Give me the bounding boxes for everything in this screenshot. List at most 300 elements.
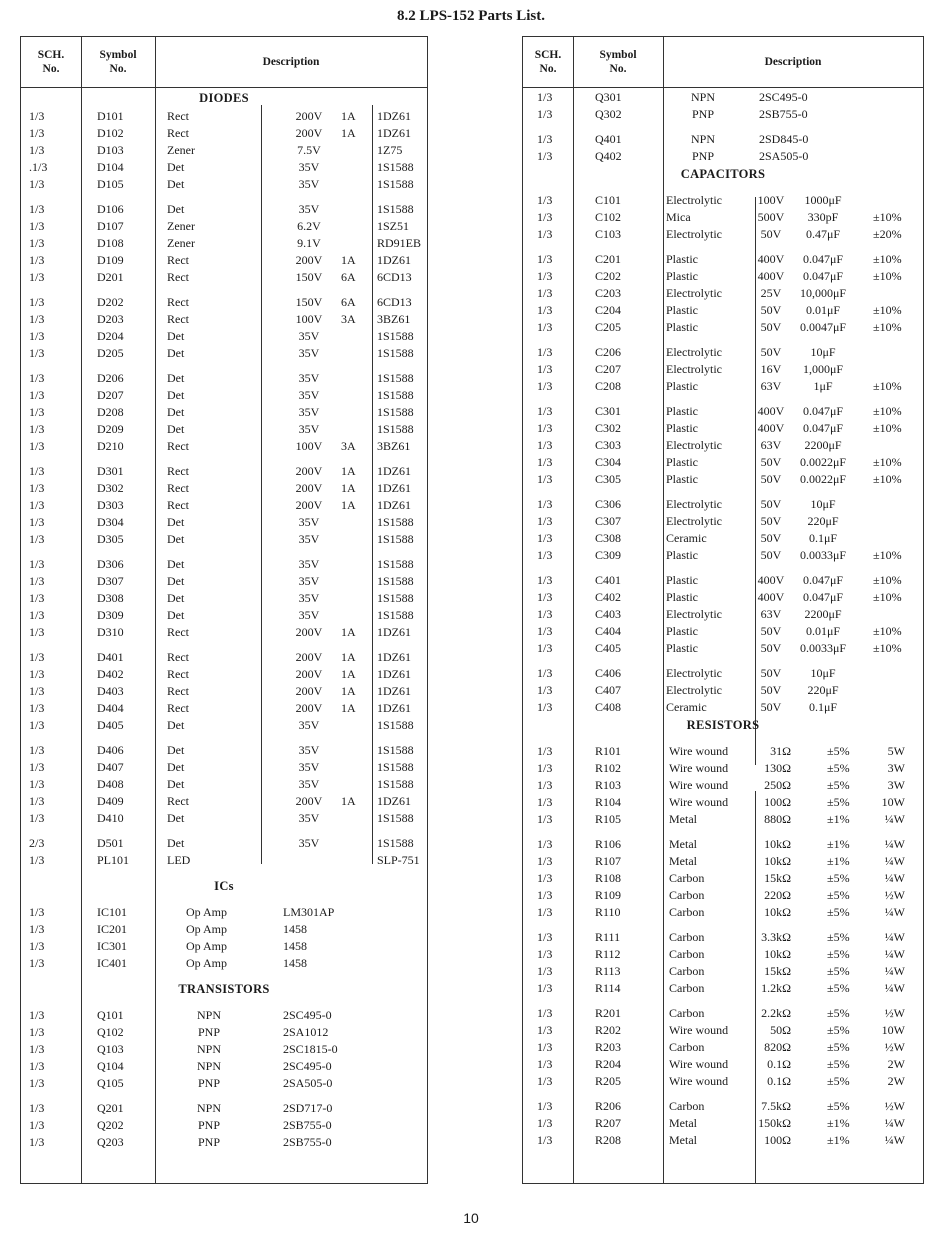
table-row <box>523 226 923 243</box>
cell-symbol-no: D203 <box>97 312 124 326</box>
cell-symbol-no: R102 <box>595 761 622 775</box>
table-row <box>21 125 427 142</box>
cell-sch-no: 1/3 <box>29 253 45 267</box>
cell-part-number: 1DZ61 <box>377 701 411 715</box>
cell-symbol-no: D303 <box>97 498 124 512</box>
cell-part-type: Op Amp <box>186 905 228 919</box>
cell-part-type: Metal <box>669 1133 697 1147</box>
cell-voltage: 200V <box>295 498 323 512</box>
table-row <box>523 89 923 106</box>
cell-voltage: 50V <box>760 303 782 317</box>
cell-voltage: 200V <box>295 126 323 140</box>
cell-part-number: 1Z75 <box>377 143 403 157</box>
cell-part-type: Rect <box>167 253 189 267</box>
cell-wattage: ¼W <box>884 947 905 961</box>
cell-symbol-no: R104 <box>595 795 622 809</box>
cell-tolerance: ±1% <box>827 1133 850 1147</box>
cell-tolerance: ±5% <box>827 1040 850 1054</box>
cell-part-type: Det <box>167 371 185 385</box>
cell-sch-no: 1/3 <box>29 1059 45 1073</box>
cell-sch-no: 1/3 <box>29 270 45 284</box>
cell-tolerance: ±5% <box>827 778 850 792</box>
cell-symbol-no: D207 <box>97 388 124 402</box>
cell-sch-no: 1/3 <box>29 922 45 936</box>
table-row <box>523 572 923 589</box>
cell-symbol-no: R109 <box>595 888 622 902</box>
cell-symbol-no: Q203 <box>97 1135 124 1149</box>
table-row <box>523 361 923 378</box>
cell-part-type: Rect <box>167 684 189 698</box>
cell-voltage: 35V <box>298 836 320 850</box>
cell-sch-no: 1/3 <box>537 514 553 528</box>
cell-voltage: 200V <box>295 701 323 715</box>
cell-voltage: 50V <box>760 531 782 545</box>
cell-symbol-no: R207 <box>595 1116 622 1130</box>
cell-wattage: ½W <box>884 1099 905 1113</box>
table-row <box>21 556 427 573</box>
cell-part-number: 2SB755-0 <box>759 107 808 121</box>
cell-sch-no: 1/3 <box>29 625 45 639</box>
cell-part-number: 1S1588 <box>377 811 414 825</box>
cell-part-type: Rect <box>167 109 189 123</box>
cell-part-type: Det <box>167 743 185 757</box>
cell-symbol-no: D401 <box>97 650 124 664</box>
cell-part-type: Rect <box>167 498 189 512</box>
cell-voltage: 100V <box>757 193 785 207</box>
cell-resistance: 0.1Ω <box>767 1057 791 1071</box>
cell-sch-no: 1/3 <box>537 421 553 435</box>
cell-current: 1A <box>341 253 356 267</box>
cell-symbol-no: D409 <box>97 794 124 808</box>
cell-part-type: Electrolytic <box>666 362 722 376</box>
cell-sch-no: 1/3 <box>537 269 553 283</box>
table-row <box>523 665 923 682</box>
cell-capacitance: 0.047μF <box>802 252 844 266</box>
cell-symbol-no: C303 <box>595 438 622 452</box>
cell-tolerance: ±10% <box>873 455 902 469</box>
cell-wattage: ¼W <box>884 930 905 944</box>
cell-part-type: Electrolytic <box>666 286 722 300</box>
cell-sch-no: 1/3 <box>537 303 553 317</box>
cell-symbol-no: C201 <box>595 252 622 266</box>
table-row <box>21 201 427 218</box>
cell-part-number: 1S1588 <box>377 346 414 360</box>
cell-current: 6A <box>341 295 356 309</box>
cell-resistance: 220Ω <box>764 888 791 902</box>
cell-sch-no: 1/3 <box>29 701 45 715</box>
cell-sch-no: 1/3 <box>29 794 45 808</box>
cell-part-type: Op Amp <box>186 939 228 953</box>
cell-voltage: 200V <box>295 667 323 681</box>
cell-sch-no: 1/3 <box>29 1025 45 1039</box>
table-row <box>21 1024 427 1041</box>
cell-symbol-no: D404 <box>97 701 124 715</box>
cell-voltage: 200V <box>295 464 323 478</box>
cell-part-number: 1DZ61 <box>377 667 411 681</box>
cell-tolerance: ±5% <box>827 761 850 775</box>
table-row <box>523 148 923 165</box>
cell-voltage: 150V <box>295 270 323 284</box>
cell-tolerance: ±20% <box>873 227 902 241</box>
cell-part-type: Electrolytic <box>666 683 722 697</box>
cell-part-type: NPN <box>196 1042 222 1056</box>
cell-part-number: 2SC1815-0 <box>283 1042 338 1056</box>
cell-symbol-no: D302 <box>97 481 124 495</box>
cell-part-type: Det <box>167 329 185 343</box>
cell-part-number: 6CD13 <box>377 270 412 284</box>
header-sch-no: SCH. No. <box>37 49 65 75</box>
cell-part-type: Det <box>167 836 185 850</box>
table-row <box>21 776 427 793</box>
cell-symbol-no: C203 <box>595 286 622 300</box>
cell-sch-no: 1/3 <box>537 286 553 300</box>
table-row <box>523 1132 923 1149</box>
cell-sch-no: 1/3 <box>537 1074 553 1088</box>
cell-part-type: Wire wound <box>669 761 729 775</box>
cell-symbol-no: C207 <box>595 362 622 376</box>
cell-part-number: LM301AP <box>283 905 335 919</box>
header-symbol-no: Symbol No. <box>99 49 137 75</box>
cell-part-type: Electrolytic <box>666 666 722 680</box>
cell-voltage: 200V <box>295 794 323 808</box>
table-row <box>523 437 923 454</box>
cell-part-type: Plastic <box>666 548 698 562</box>
parts-table-right <box>522 36 924 1184</box>
cell-symbol-no: C101 <box>595 193 622 207</box>
cell-wattage: 2W <box>887 1057 905 1071</box>
cell-part-number: 3BZ61 <box>377 439 411 453</box>
cell-tolerance: ±5% <box>827 947 850 961</box>
cell-sch-no: 1/3 <box>29 109 45 123</box>
cell-wattage: ¼W <box>884 1116 905 1130</box>
cell-part-type: Carbon <box>669 930 705 944</box>
cell-part-type: Electrolytic <box>666 345 722 359</box>
cell-capacitance: 2200μF <box>804 438 842 452</box>
cell-voltage: 7.5V <box>297 143 321 157</box>
cell-symbol-no: D208 <box>97 405 124 419</box>
table-row <box>523 1005 923 1022</box>
cell-part-number: 1S1588 <box>377 743 414 757</box>
cell-part-number: 2SC495-0 <box>283 1008 332 1022</box>
cell-symbol-no: D103 <box>97 143 124 157</box>
cell-voltage: 35V <box>298 557 320 571</box>
table-row <box>21 1075 427 1092</box>
cell-sch-no: 1/3 <box>29 219 45 233</box>
table-row <box>21 649 427 666</box>
table-row <box>21 404 427 421</box>
cell-capacitance: 2200μF <box>804 607 842 621</box>
table-row <box>523 980 923 997</box>
table-row <box>21 666 427 683</box>
table-row <box>21 590 427 607</box>
cell-part-type: Rect <box>167 794 189 808</box>
cell-tolerance: ±1% <box>827 854 850 868</box>
table-row <box>523 302 923 319</box>
section-heading-capacitors: CAPACITORS <box>680 167 766 181</box>
cell-resistance: 10kΩ <box>764 854 791 868</box>
cell-symbol-no: C304 <box>595 455 622 469</box>
cell-part-number: 1S1588 <box>377 557 414 571</box>
cell-resistance: 10kΩ <box>764 837 791 851</box>
cell-voltage: 200V <box>295 625 323 639</box>
cell-symbol-no: Q102 <box>97 1025 124 1039</box>
cell-symbol-no: D206 <box>97 371 124 385</box>
cell-voltage: 400V <box>757 421 785 435</box>
table-row <box>523 794 923 811</box>
cell-part-type: Wire wound <box>669 795 729 809</box>
cell-symbol-no: R107 <box>595 854 622 868</box>
cell-capacitance: 0.0047μF <box>799 320 847 334</box>
cell-part-type: LED <box>167 853 191 867</box>
cell-sch-no: 1/3 <box>29 905 45 919</box>
table-row <box>523 454 923 471</box>
table-row <box>21 810 427 827</box>
cell-part-type: Ceramic <box>666 700 707 714</box>
cell-tolerance: ±10% <box>873 590 902 604</box>
cell-voltage: 50V <box>760 472 782 486</box>
table-row <box>523 1056 923 1073</box>
cell-current: 1A <box>341 625 356 639</box>
cell-resistance: 0.1Ω <box>767 1074 791 1088</box>
cell-voltage: 35V <box>298 743 320 757</box>
cell-wattage: ¼W <box>884 981 905 995</box>
table-row <box>21 269 427 286</box>
table-row <box>523 251 923 268</box>
cell-voltage: 35V <box>298 177 320 191</box>
cell-resistance: 250Ω <box>764 778 791 792</box>
cell-sch-no: 1/3 <box>29 760 45 774</box>
table-row <box>523 1115 923 1132</box>
cell-symbol-no: R114 <box>595 981 621 995</box>
table-row <box>523 319 923 336</box>
cell-part-type: Det <box>167 718 185 732</box>
cell-sch-no: 1/3 <box>29 143 45 157</box>
table-row <box>523 285 923 302</box>
cell-capacitance: 0.0022μF <box>799 472 847 486</box>
table-row <box>21 480 427 497</box>
cell-part-type: Carbon <box>669 1099 705 1113</box>
cell-part-type: NPN <box>690 90 716 104</box>
cell-sch-no: 1/3 <box>537 438 553 452</box>
cell-symbol-no: D202 <box>97 295 124 309</box>
cell-voltage: 35V <box>298 515 320 529</box>
table-row <box>523 946 923 963</box>
cell-part-number: 2SA1012 <box>283 1025 329 1039</box>
cell-part-type: Det <box>167 557 185 571</box>
cell-sch-no: 1/3 <box>29 177 45 191</box>
cell-resistance: 1.2kΩ <box>761 981 791 995</box>
cell-voltage: 25V <box>760 286 782 300</box>
cell-sch-no: 1/3 <box>29 743 45 757</box>
cell-sch-no: 1/3 <box>537 666 553 680</box>
table-row <box>523 106 923 123</box>
cell-sch-no: 1/3 <box>29 811 45 825</box>
section-heading-transistors: TRANSISTORS <box>178 982 270 996</box>
table-row <box>21 938 427 955</box>
cell-part-type: Det <box>167 515 185 529</box>
cell-part-type: Plastic <box>666 404 698 418</box>
cell-sch-no: 1/3 <box>537 90 553 104</box>
cell-current: 1A <box>341 126 356 140</box>
cell-part-type: PNP <box>197 1025 221 1039</box>
cell-tolerance: ±5% <box>827 981 850 995</box>
cell-sch-no: 1/3 <box>29 557 45 571</box>
cell-symbol-no: D105 <box>97 177 124 191</box>
cell-part-type: NPN <box>690 132 716 146</box>
cell-part-number: 1458 <box>283 939 307 953</box>
cell-sch-no: 1/3 <box>537 778 553 792</box>
cell-symbol-no: R111 <box>595 930 621 944</box>
cell-sch-no: 1/3 <box>29 853 45 867</box>
cell-symbol-no: D109 <box>97 253 124 267</box>
cell-symbol-no: D104 <box>97 160 124 174</box>
table-row <box>21 294 427 311</box>
cell-sch-no: 1/3 <box>29 405 45 419</box>
cell-symbol-no: C401 <box>595 573 622 587</box>
cell-sch-no: 1/3 <box>537 744 553 758</box>
cell-sch-no: .1/3 <box>29 160 48 174</box>
cell-sch-no: 1/3 <box>537 1023 553 1037</box>
cell-sch-no: 1/3 <box>537 795 553 809</box>
table-row <box>523 743 923 760</box>
section-heading-resistors: RESISTORS <box>686 718 760 732</box>
table-row <box>523 496 923 513</box>
cell-wattage: ¼W <box>884 1133 905 1147</box>
cell-part-type: Det <box>167 202 185 216</box>
cell-capacitance: 0.01μF <box>805 624 841 638</box>
cell-sch-no: 1/3 <box>537 227 553 241</box>
cell-sch-no: 1/3 <box>29 1101 45 1115</box>
cell-symbol-no: D308 <box>97 591 124 605</box>
cell-sch-no: 1/3 <box>537 379 553 393</box>
cell-resistance: 130Ω <box>764 761 791 775</box>
cell-sch-no: 1/3 <box>29 498 45 512</box>
cell-part-number: SLP-751 <box>377 853 420 867</box>
cell-current: 6A <box>341 270 356 284</box>
table-row <box>21 142 427 159</box>
cell-symbol-no: Q104 <box>97 1059 124 1073</box>
cell-capacitance: 330pF <box>807 210 839 224</box>
table-row <box>523 853 923 870</box>
cell-sch-no: 1/3 <box>537 193 553 207</box>
cell-voltage: 35V <box>298 422 320 436</box>
cell-tolerance: ±1% <box>827 837 850 851</box>
cell-symbol-no: C404 <box>595 624 622 638</box>
cell-voltage: 35V <box>298 329 320 343</box>
cell-part-number: 1S1588 <box>377 515 414 529</box>
cell-voltage: 35V <box>298 371 320 385</box>
cell-part-number: 2SB755-0 <box>283 1118 332 1132</box>
cell-tolerance: ±1% <box>827 812 850 826</box>
cell-symbol-no: D305 <box>97 532 124 546</box>
cell-symbol-no: D204 <box>97 329 124 343</box>
cell-part-type: Rect <box>167 667 189 681</box>
cell-symbol-no: D205 <box>97 346 124 360</box>
cell-sch-no: 1/3 <box>29 388 45 402</box>
cell-part-number: 1DZ61 <box>377 498 411 512</box>
cell-resistance: 15kΩ <box>764 964 791 978</box>
table-row <box>21 108 427 125</box>
table-row <box>523 589 923 606</box>
cell-voltage: 50V <box>760 514 782 528</box>
table-row <box>523 606 923 623</box>
cell-symbol-no: R101 <box>595 744 622 758</box>
cell-voltage: 200V <box>295 650 323 664</box>
cell-symbol-no: C205 <box>595 320 622 334</box>
cell-wattage: 3W <box>887 778 905 792</box>
cell-sch-no: 1/3 <box>537 1133 553 1147</box>
cell-part-type: Rect <box>167 295 189 309</box>
cell-part-number: 1S1588 <box>377 608 414 622</box>
cell-wattage: 5W <box>887 744 905 758</box>
cell-capacitance: 1000μF <box>804 193 842 207</box>
table-row <box>523 209 923 226</box>
cell-part-type: Rect <box>167 625 189 639</box>
cell-part-number: 1DZ61 <box>377 464 411 478</box>
cell-voltage: 200V <box>295 109 323 123</box>
cell-part-number: 1S1588 <box>377 371 414 385</box>
cell-voltage: 35V <box>298 591 320 605</box>
table-row <box>523 268 923 285</box>
cell-voltage: 35V <box>298 718 320 732</box>
cell-part-type: NPN <box>196 1101 222 1115</box>
cell-part-number: 1S1588 <box>377 177 414 191</box>
cell-tolerance: ±10% <box>873 379 902 393</box>
cell-current: 1A <box>341 684 356 698</box>
cell-part-type: Carbon <box>669 947 705 961</box>
cell-resistance: 15kΩ <box>764 871 791 885</box>
cell-symbol-no: D209 <box>97 422 124 436</box>
table-row <box>523 547 923 564</box>
cell-voltage: 200V <box>295 684 323 698</box>
cell-voltage: 50V <box>760 497 782 511</box>
cell-part-type: Rect <box>167 481 189 495</box>
table-row <box>21 514 427 531</box>
cell-voltage: 63V <box>760 438 782 452</box>
cell-part-number: 2SC495-0 <box>759 90 808 104</box>
table-row <box>21 852 427 869</box>
cell-part-type: Plastic <box>666 252 698 266</box>
cell-part-number: 1S1588 <box>377 777 414 791</box>
cell-sch-no: 1/3 <box>537 607 553 621</box>
table-row <box>21 438 427 455</box>
cell-current: 1A <box>341 650 356 664</box>
table-row <box>523 1039 923 1056</box>
cell-part-type: Electrolytic <box>666 227 722 241</box>
cell-symbol-no: IC301 <box>97 939 127 953</box>
cell-voltage: 35V <box>298 346 320 360</box>
cell-sch-no: 1/3 <box>29 608 45 622</box>
cell-symbol-no: D402 <box>97 667 124 681</box>
cell-part-number: RD91EB <box>377 236 422 250</box>
cell-sch-no: 1/3 <box>29 236 45 250</box>
cell-part-type: Electrolytic <box>666 497 722 511</box>
cell-part-number: 1S1588 <box>377 405 414 419</box>
table-row <box>523 640 923 657</box>
cell-symbol-no: R112 <box>595 947 621 961</box>
cell-voltage: 50V <box>760 227 782 241</box>
cell-part-number: 1S1588 <box>377 591 414 605</box>
cell-sch-no: 1/3 <box>29 202 45 216</box>
cell-sch-no: 1/3 <box>537 905 553 919</box>
cell-current: 3A <box>341 439 356 453</box>
cell-voltage: 16V <box>760 362 782 376</box>
cell-voltage: 6.2V <box>297 219 321 233</box>
table-row <box>21 311 427 328</box>
cell-symbol-no: C406 <box>595 666 622 680</box>
cell-part-type: Zener <box>167 143 195 157</box>
cell-part-number: 1DZ61 <box>377 684 411 698</box>
